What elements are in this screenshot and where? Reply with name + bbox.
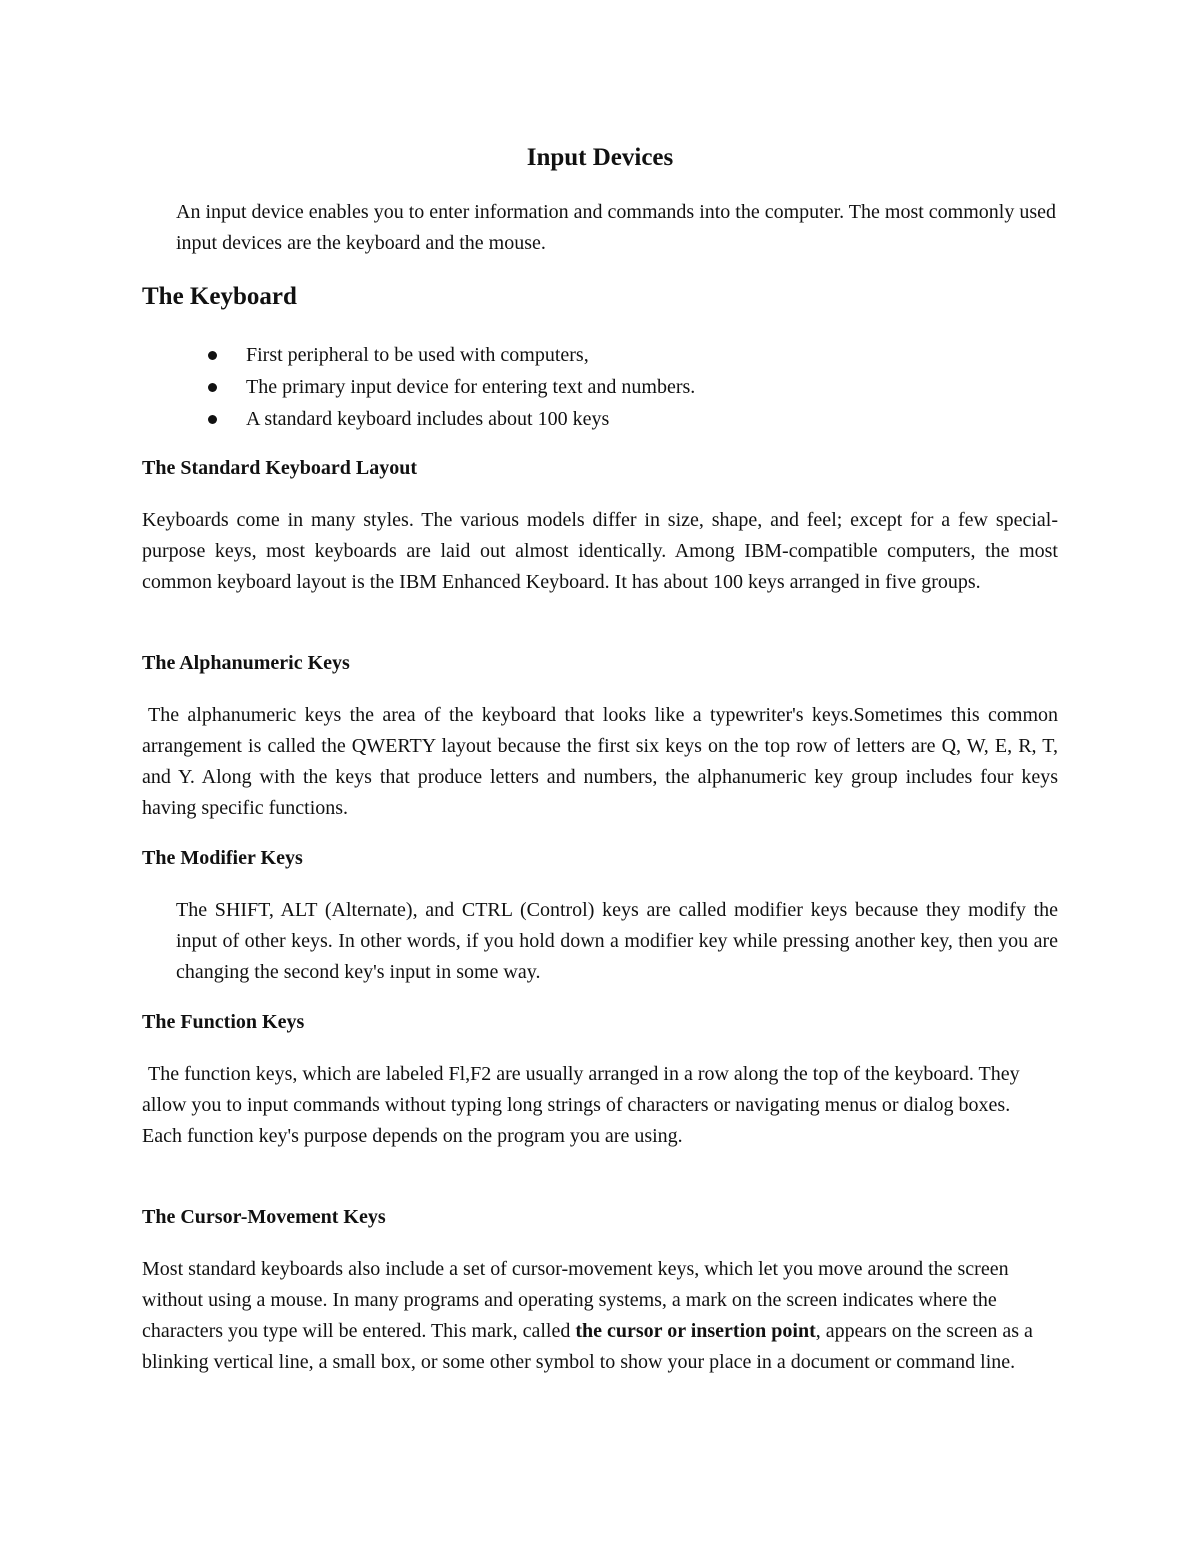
- layout-heading: The Standard Keyboard Layout: [142, 457, 418, 479]
- cursor-paragraph: [142, 1254, 1052, 1378]
- page-title: Input Devices: [526, 144, 674, 171]
- bullet-icon: [208, 383, 217, 392]
- list-item-text: First peripheral to be used with computers,: [246, 344, 589, 366]
- intro-paragraph: An input device enables you to enter information and commands into the computer. The most commonly used input devices are the keyboard and the mouse.: [176, 201, 1056, 254]
- alphanumeric-heading: The Alphanumeric Keys: [142, 652, 350, 674]
- list-item: [208, 371, 1088, 403]
- modifier-paragraph: The SHIFT, ALT (Alternate), and CTRL (Control) keys are called modifier keys because they modify the input of other keys. In other words, if you hold down a modifier key while pressing another key, then you are changing the second key's input in some way.: [176, 899, 1058, 983]
- cursor-text-bold: the cursor or insertion point: [575, 1320, 816, 1342]
- list-item: [208, 403, 1088, 435]
- cursor-text-before: Most standard keyboards also include a set of cursor-movement keys, which let you move around the screen without using a mouse. In many programs and operating systems, a mark on the screen indicates where the characters you type will be entered. This mark, called: [142, 1258, 1009, 1342]
- list-item: [208, 339, 1088, 371]
- layout-paragraph: Keyboards come in many styles. The various models differ in size, shape, and feel; except for a few special-purpose keys, most keyboards are laid out almost identically. Among IBM-compatible computers, the most common keyboard layout is the IBM Enhanced Keyboard. It has about 100 keys arranged in five groups.: [142, 509, 1058, 593]
- keyboard-heading: The Keyboard: [142, 283, 297, 310]
- function-paragraph: The function keys, which are labeled Fl,F2 are usually arranged in a row along the top of the keyboard. They allow you to input commands without typing long strings of characters or navigating menus or dialog boxes. Each function key's purpose depends on the program you are using.: [142, 1063, 1020, 1147]
- bullet-icon: [208, 351, 217, 360]
- function-heading: The Function Keys: [142, 1011, 305, 1033]
- modifier-heading: The Modifier Keys: [142, 847, 303, 869]
- cursor-heading: The Cursor-Movement Keys: [142, 1206, 386, 1228]
- cursor-text-after: , appears on the screen as a blinking vertical line, a small box, or some other symbol to show your place in a document or command line.: [142, 1320, 1033, 1373]
- bullet-icon: [208, 415, 217, 424]
- alphanumeric-paragraph: The alphanumeric keys the area of the keyboard that looks like a typewriter's keys.Sometimes this common arrangement is called the QWERTY layout because the first six keys on the top row of letters are Q, W, E, R, T, and Y. Along with the keys that produce letters and numbers, the alphanumeric key group includes four keys having specific functions.: [142, 704, 1058, 819]
- list-item-text: The primary input device for entering text and numbers.: [246, 376, 696, 398]
- keyboard-bullet-list: [208, 339, 1088, 435]
- list-item-text: A standard keyboard includes about 100 keys: [246, 408, 610, 430]
